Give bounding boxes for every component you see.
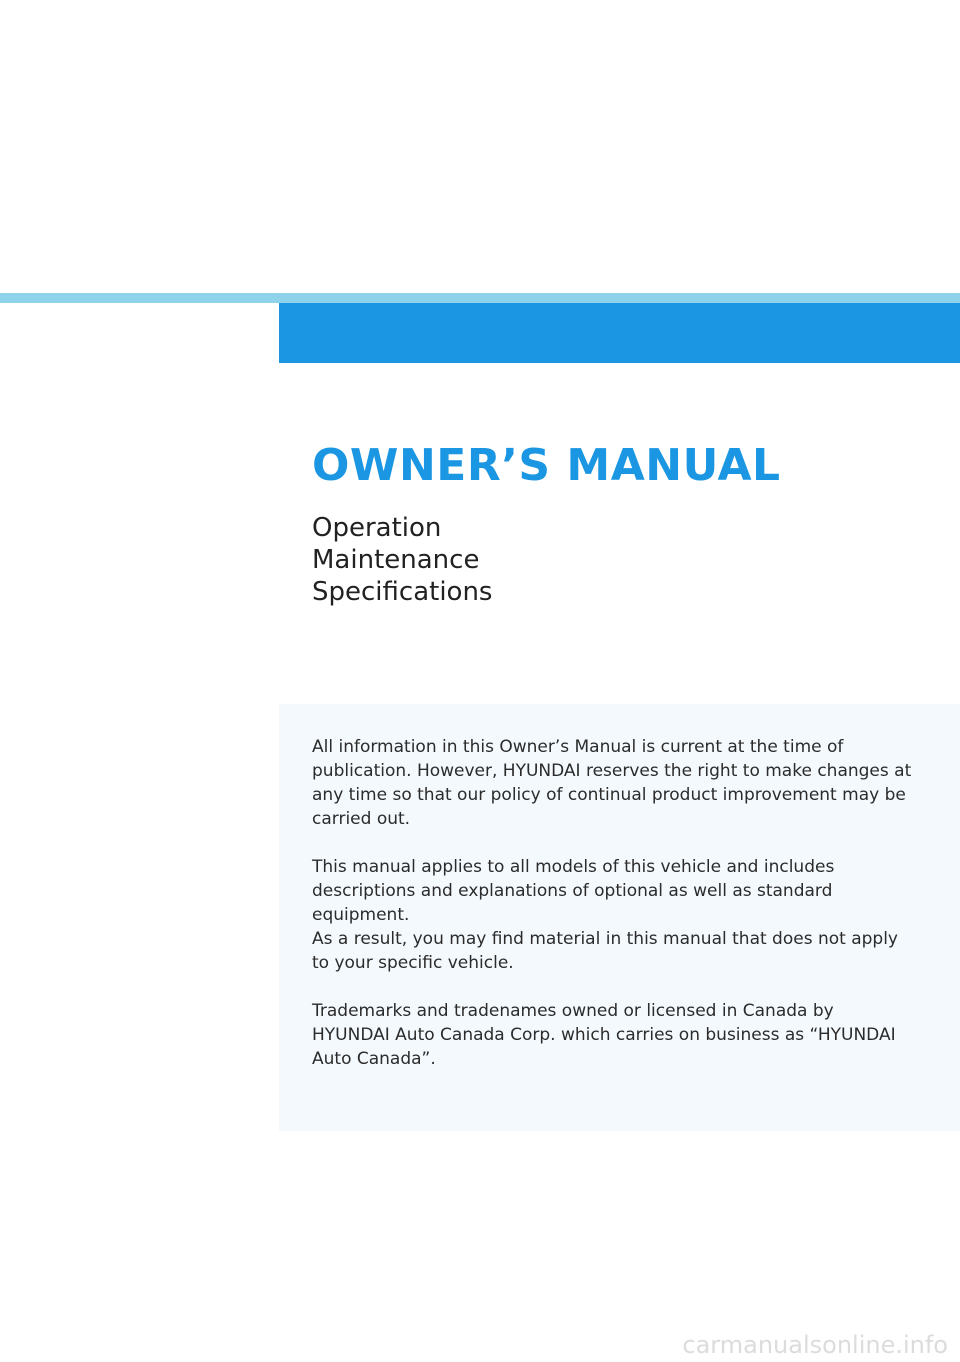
paragraph-spacer <box>312 831 912 855</box>
subtitle-operation: Operation <box>312 513 442 543</box>
decorative-light-blue-stripe <box>0 293 960 303</box>
notice-paragraph-applicability: This manual applies to all models of this vehicle and includes descriptions and explanations of optional as well as standard equipment. <box>312 857 835 925</box>
decorative-blue-band <box>279 303 960 363</box>
notice-paragraph-trademarks: Trademarks and tradenames owned or licensed in Canada by HYUNDAI Auto Canada Corp. which carries on business as “HYUNDAI Auto Canada”. <box>312 1001 896 1069</box>
manual-subtitles <box>312 512 492 608</box>
notice-paragraph-publication: All information in this Owner’s Manual is current at the time of publication. However, HYUNDAI reserves the right to make changes at any time so that our policy of continual product improvement may be carried out. <box>312 737 912 829</box>
watermark-text: carmanualsonline.info <box>682 1331 948 1359</box>
notice-paragraph-specific-vehicle: As a result, you may find material in this manual that does not apply to your specific vehicle. <box>312 929 898 973</box>
subtitle-specifications: Specifications <box>312 577 493 607</box>
notice-text-block <box>312 735 912 1071</box>
notice-panel <box>279 704 960 1131</box>
paragraph-spacer <box>312 975 912 999</box>
manual-title: OWNER’S MANUAL <box>312 440 781 491</box>
subtitle-maintenance: Maintenance <box>312 545 480 575</box>
